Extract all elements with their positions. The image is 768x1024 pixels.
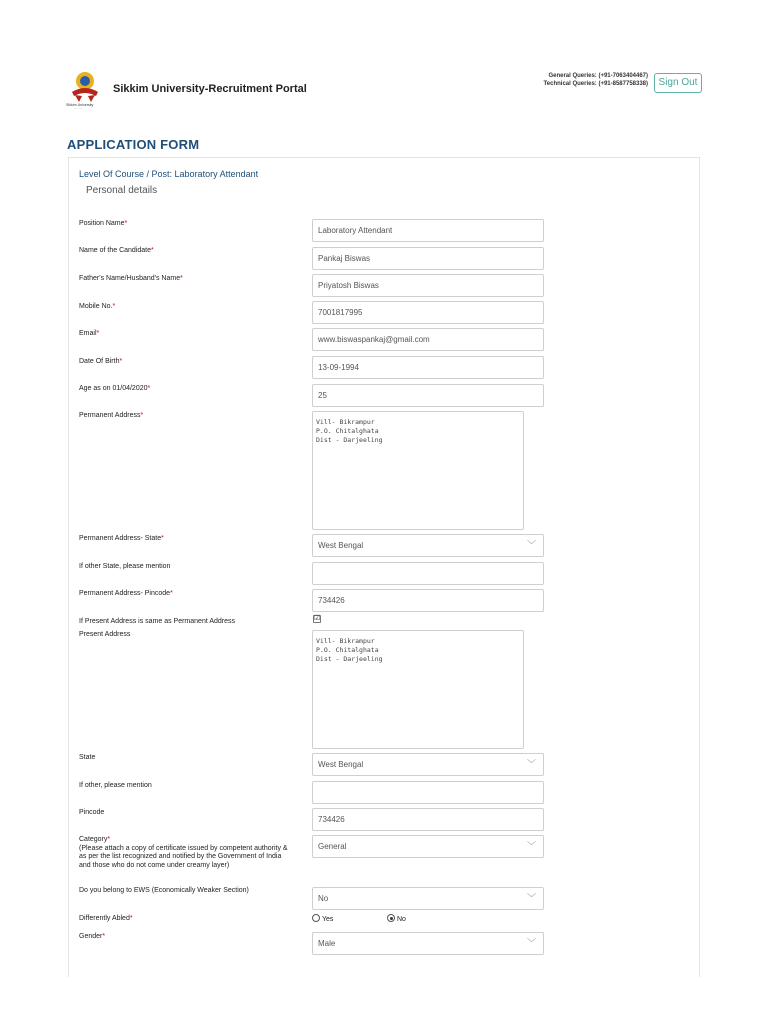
other-input[interactable]: [312, 781, 544, 804]
age-input[interactable]: 25: [312, 384, 544, 407]
university-emblem-icon: [66, 68, 104, 110]
age-label: Age as on 01/04/2020*: [79, 385, 151, 392]
radio-selected-icon[interactable]: [387, 914, 395, 922]
chevron-down-icon: ﹀: [526, 759, 536, 769]
gender-value: Male: [318, 939, 336, 948]
site-header: [66, 64, 702, 120]
gender-label: Gender*: [79, 933, 106, 940]
present-address-textarea[interactable]: Vill- Bikrampur P.O. Chitalghata Dist - Darjeeling: [312, 630, 524, 749]
ews-select[interactable]: [312, 887, 544, 910]
gender-select[interactable]: [312, 932, 544, 955]
position-input[interactable]: Laboratory Attendant: [312, 219, 544, 242]
sign-out-button[interactable]: Sign Out: [654, 73, 702, 93]
same-address-checkbox[interactable]: ☑: [314, 615, 321, 622]
category-select[interactable]: [312, 835, 544, 858]
contact-queries: [544, 73, 648, 88]
state-label: State: [79, 754, 96, 761]
chevron-down-icon: ﹀: [526, 540, 536, 550]
post-line: Level Of Course / Post: Laboratory Attendant: [79, 169, 259, 179]
permanent-address-label: Permanent Address*: [79, 412, 144, 419]
ews-label: Do you belong to EWS (Economically Weaker Section): [79, 887, 249, 894]
other-state-input[interactable]: [312, 562, 544, 585]
technical-queries: Technical Queries: (+91-8587758338): [543, 80, 648, 87]
candidate-name-input[interactable]: Pankaj Biswas: [312, 247, 544, 270]
email-label: Email*: [79, 330, 100, 337]
candidate-name-label: Name of the Candidate*: [79, 247, 154, 254]
dob-label: Date Of Birth*: [79, 358, 123, 365]
dob-input[interactable]: 13-09-1994: [312, 356, 544, 379]
ews-value: No: [318, 894, 329, 903]
general-queries: General Queries: (+91-7063404467): [548, 73, 648, 79]
permanent-address-textarea[interactable]: Vill- Bikrampur P.O. Chitalghata Dist - Darjeeling: [312, 411, 524, 530]
category-label: Category* (Please attach a copy of certificate issued by competent authority & as per the list recognized and notified by the Government of India and those who do not come under creamy layer): [79, 836, 288, 869]
pincode-label: Pincode: [79, 809, 105, 816]
mobile-input[interactable]: 7001817995: [312, 301, 544, 324]
mobile-label: Mobile No.*: [79, 303, 116, 310]
logo-subtext: — · —: [74, 106, 83, 110]
father-name-label: Father's Name/Husband's Name*: [79, 275, 183, 282]
permanent-state-label: Permanent Address- State*: [79, 535, 164, 542]
differently-abled-yes[interactable]: Yes: [312, 914, 333, 923]
radio-unselected-icon[interactable]: [312, 914, 320, 922]
chevron-down-icon: ﹀: [526, 893, 536, 903]
present-address-label: Present Address: [79, 631, 131, 638]
father-name-input[interactable]: Priyatosh Biswas: [312, 274, 544, 297]
differently-abled-label: Differently Abled*: [79, 915, 133, 922]
differently-abled-no[interactable]: No: [387, 914, 406, 923]
state-value: West Bengal: [318, 760, 364, 769]
same-address-label: If Present Address is same as Permanent Address: [79, 618, 236, 625]
other-label: If other, please mention: [79, 782, 152, 789]
page-title: APPLICATION FORM: [67, 137, 200, 152]
permanent-pincode-input[interactable]: 734426: [312, 589, 544, 612]
permanent-state-select[interactable]: [312, 534, 544, 557]
portal-title: Sikkim University-Recruitment Portal: [113, 83, 307, 95]
permanent-state-value: West Bengal: [318, 541, 364, 550]
section-title: Personal details: [86, 185, 158, 196]
other-state-label: If other State, please mention: [79, 563, 171, 570]
email-input[interactable]: www.biswaspankaj@gmail.com: [312, 328, 544, 351]
state-select[interactable]: [312, 753, 544, 776]
chevron-down-icon: ﹀: [526, 938, 536, 948]
permanent-pincode-label: Permanent Address- Pincode*: [79, 590, 173, 597]
pincode-input[interactable]: 734426: [312, 808, 544, 831]
category-value: General: [318, 842, 347, 851]
category-note: (Please attach a copy of certificate issued by competent authority & as per the list recognized and notified by the Government of India and those who do not come under creamy layer): [79, 844, 288, 869]
position-label: Position Name*: [79, 220, 128, 227]
chevron-down-icon: ﹀: [526, 841, 536, 851]
logo-text: Sikkim University: [66, 103, 94, 107]
